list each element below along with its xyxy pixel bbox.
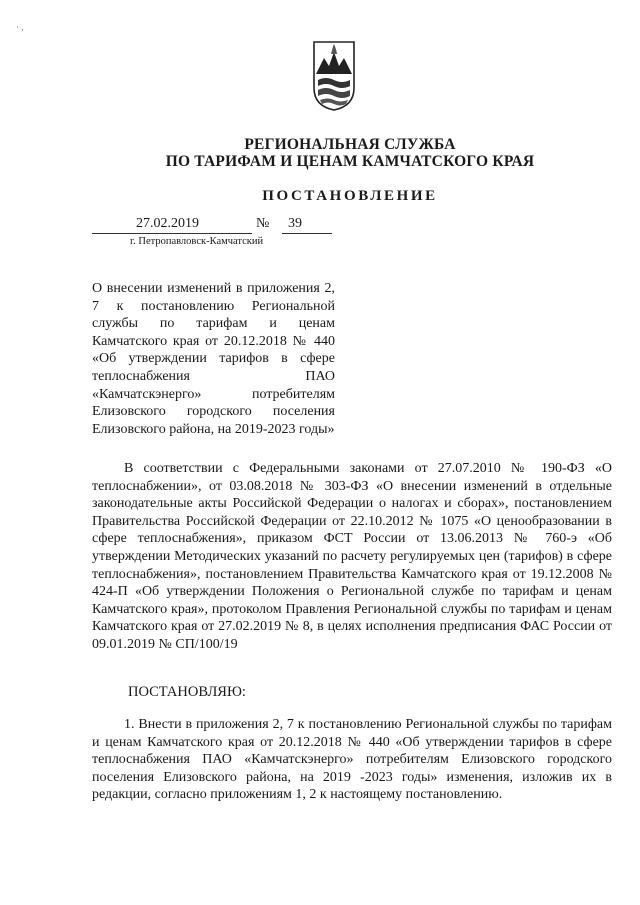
document-date: 27.02.2019 <box>136 216 199 231</box>
document-type-title: ПОСТАНОВЛЕНИЕ <box>262 188 438 204</box>
document-subject <box>92 280 335 438</box>
date-number-line <box>92 216 332 236</box>
item-1-paragraph <box>92 716 612 804</box>
issue-city: г. Петропавловск-Камчатский <box>130 236 264 247</box>
scan-artifact: · , <box>16 22 24 32</box>
agency-name-line2: ПО ТАРИФАМ И ЦЕНАМ КАМЧАТСКОГО КРАЯ <box>165 153 535 170</box>
item-1-text: 1. Внести в приложения 2, 7 к постановлению Региональной службы по тарифам и ценам Камчатского края от 20.12.2018 № 440 «Об утверждении тарифов в сфере теплоснабжения ПАО «Камчатскэнерго» потребителям Елизовского городского поселения Елизовского района, на 2019 -2023 годы» изменения, изложив их в редакции, согласно приложениям 1, 2 к настоящему постановлению. <box>92 717 612 803</box>
kamchatka-coat-of-arms-icon <box>310 40 358 112</box>
preamble-text: В соответствии с Федеральными законами от 27.07.2010 № 190-ФЗ «О теплоснабжении», от 03.08.2018 № 303-ФЗ «О внесении изменений в отдельные законодательные акты Российской Федерации о налогах и сборах», постановлением Правительства Российской Федерации от 22.10.2012 № 1075 «О ценообразовании в сфере теплоснабжения», приказом ФСТ России от 13.06.2013 № 760-э «Об утверждении Методических указаний по расчету регулируемых цен (тарифов) в сфере теплоснабжения», постановлением Правительства Камчатского края от 19.12.2008 № 424-П «Об утверждении Положения о Региональной службе по тарифам и ценам Камчатского края», протоколом Правления Региональной службы по тарифам и ценам Камчатского края от 27.02.2019 № 8, в целях исполнения предписания ФАС России от 09.01.2019 № СП/100/19 <box>92 461 612 652</box>
agency-name-line1: РЕГИОНАЛЬНАЯ СЛУЖБА <box>244 136 456 153</box>
subject-text: О внесении изменений в приложения 2, 7 к постановлению Региональной службы по тарифам и ценам Камчатского края от 20.12.2018 № 440 «Об утверждении тарифов в сфере теплоснабжения ПАО «Камчатскэнерго» потребителям Елизовского городского поселения Елизовского района, на 2019-2023 годы» <box>92 281 335 437</box>
preamble-paragraph <box>92 460 612 654</box>
number-sign: № <box>256 216 270 231</box>
decree-word: ПОСТАНОВЛЯЮ: <box>128 684 246 700</box>
document-number: 39 <box>288 216 302 231</box>
